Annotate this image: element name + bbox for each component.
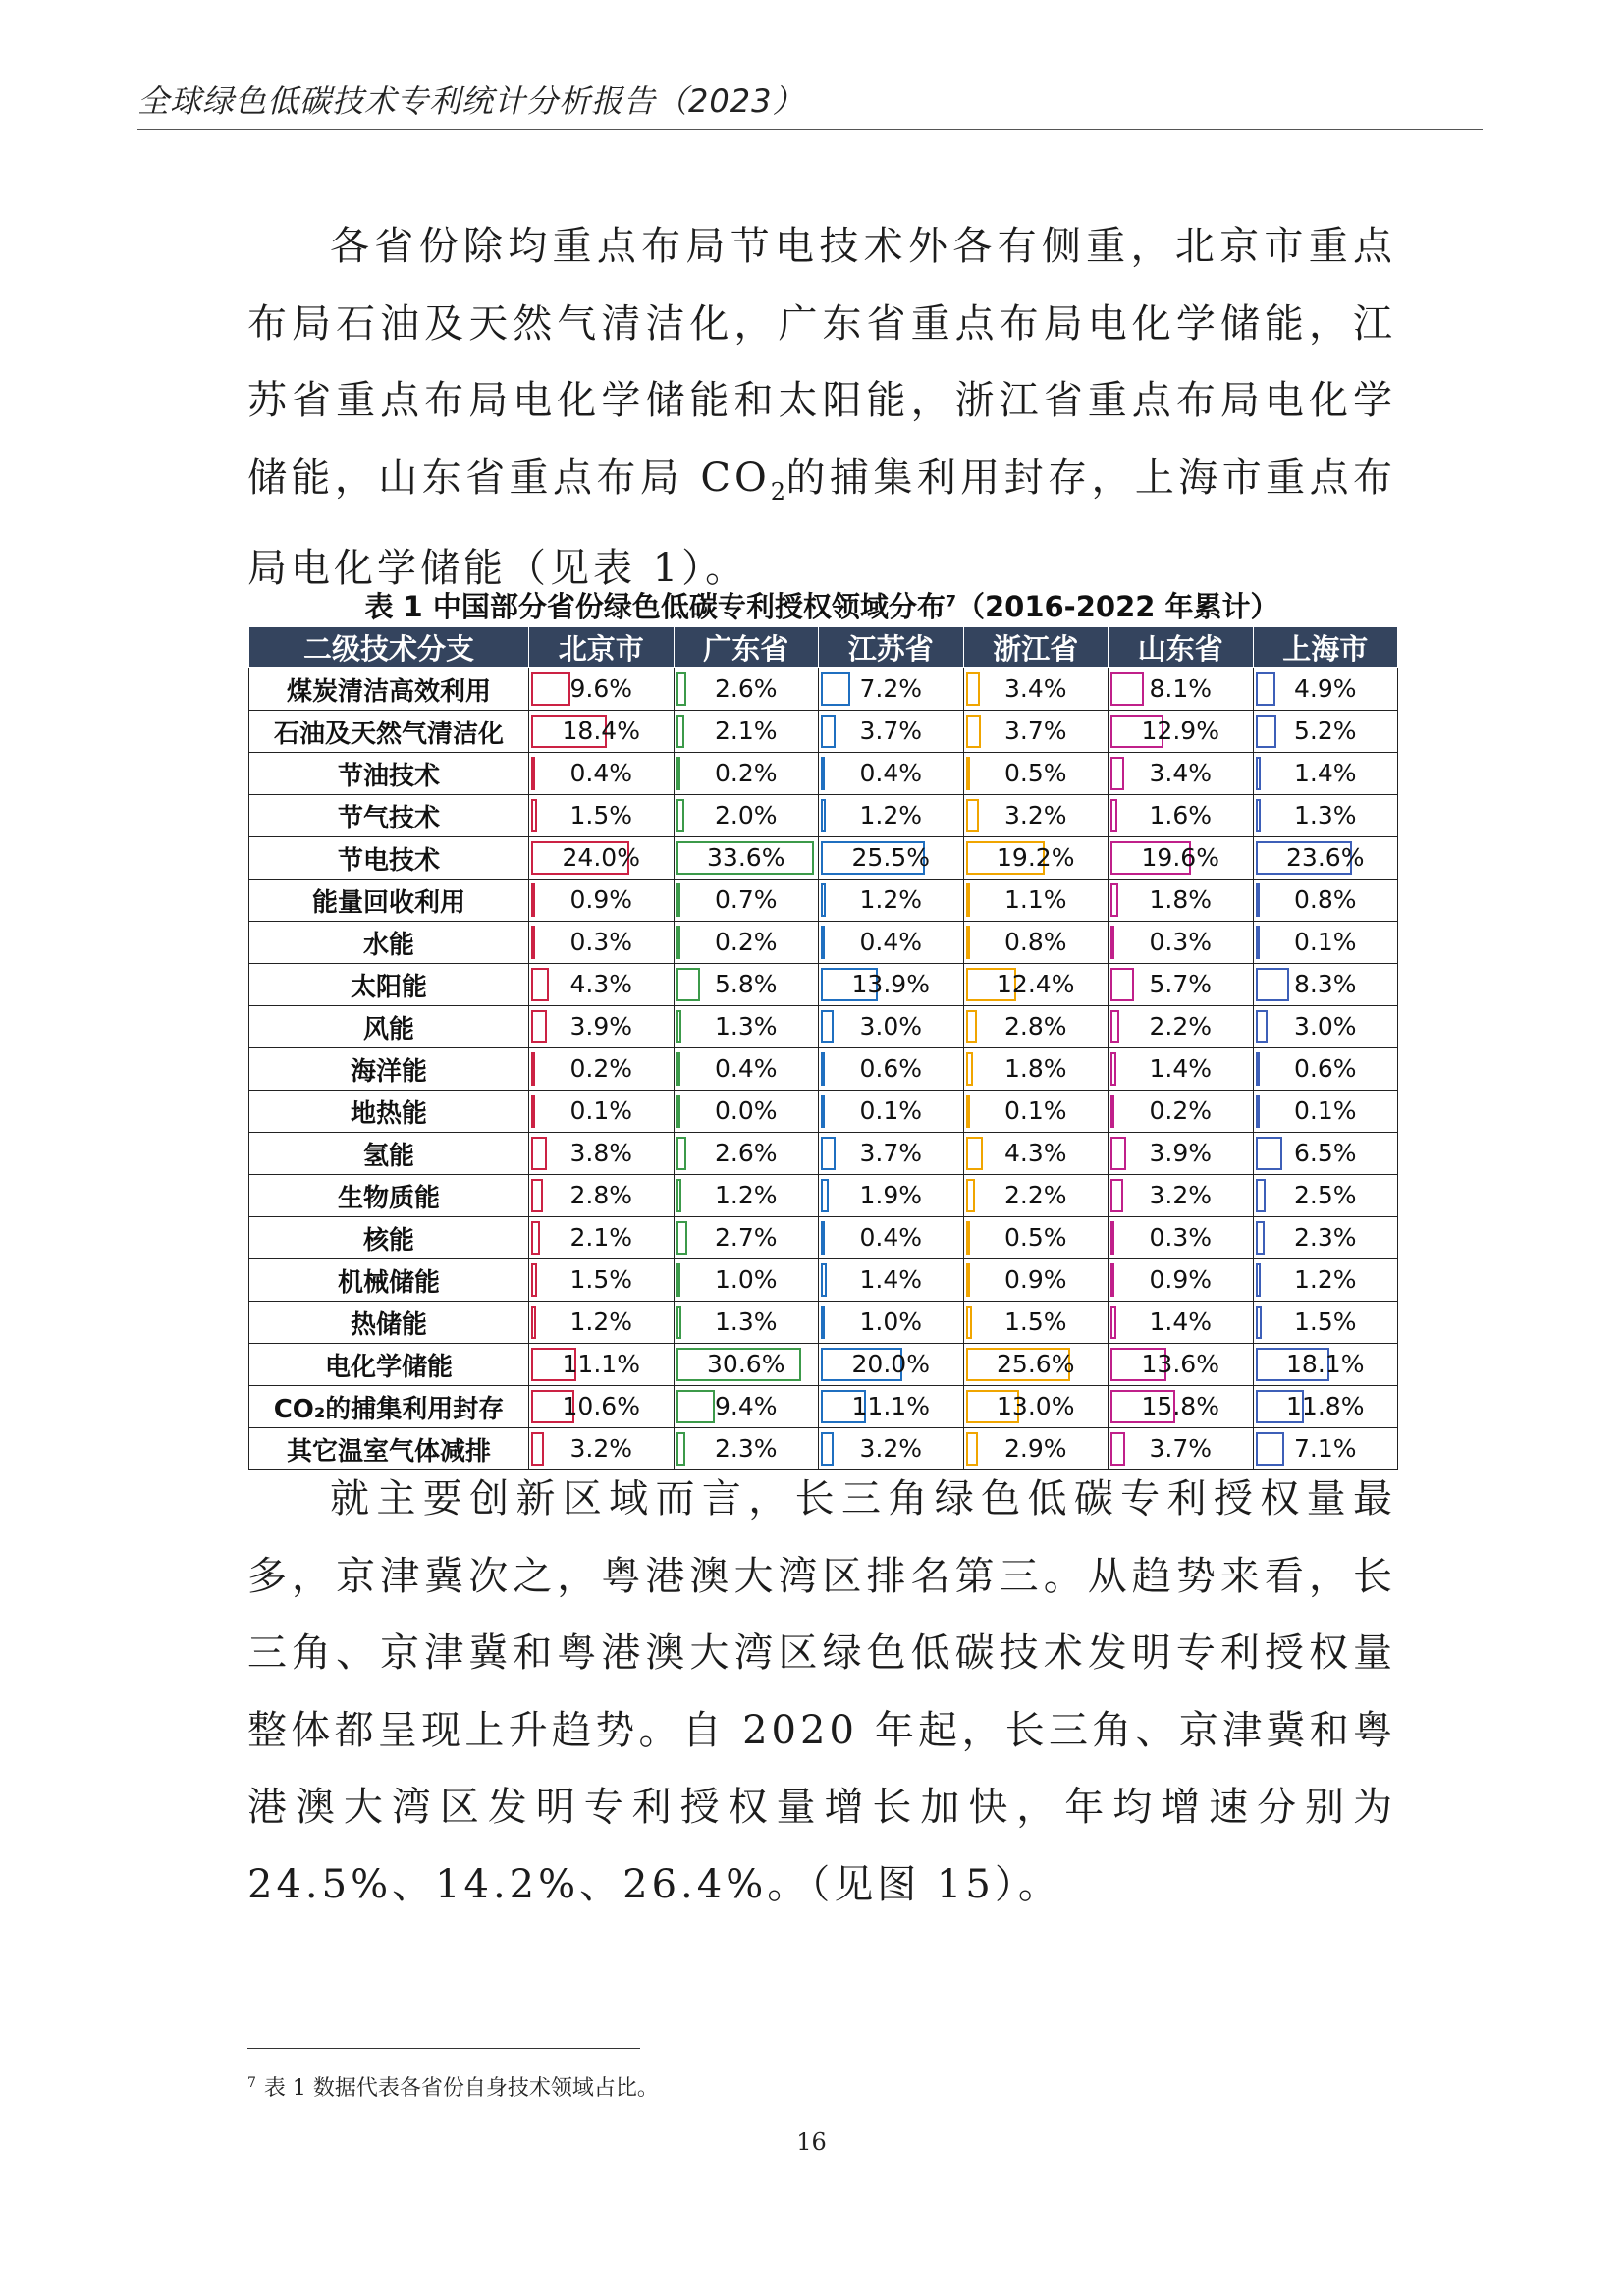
- table-cell: [819, 964, 964, 1006]
- cell-value: 12.4%: [997, 970, 1075, 998]
- cell-value: 13.9%: [851, 970, 930, 998]
- header-tech-branch: 二级技术分支: [249, 627, 529, 668]
- table-row: [249, 964, 1398, 1006]
- table-cell: [819, 711, 964, 753]
- table-cell: [529, 1175, 675, 1217]
- cell-value: 30.6%: [707, 1350, 785, 1378]
- cell-value: 3.2%: [1149, 1181, 1212, 1209]
- province-tech-table: [248, 626, 1398, 1470]
- cell-value: 0.7%: [714, 885, 778, 914]
- cell-value: 0.8%: [1003, 928, 1067, 956]
- cell-value: 2.5%: [1293, 1181, 1357, 1209]
- cell-value: 3.4%: [1149, 759, 1212, 787]
- cell-value: 19.2%: [997, 843, 1075, 872]
- cell-value: 2.8%: [569, 1181, 632, 1209]
- cell-value: 3.7%: [859, 717, 922, 745]
- table-cell: [963, 964, 1109, 1006]
- cell-value: 2.3%: [714, 1434, 778, 1463]
- cell-value: 2.2%: [1149, 1012, 1212, 1041]
- cell-value: 3.9%: [1149, 1139, 1212, 1167]
- cell-value: 25.5%: [851, 843, 930, 872]
- table-cell: [963, 668, 1109, 711]
- cell-value: 1.4%: [1149, 1308, 1212, 1336]
- cell-value: 1.5%: [1293, 1308, 1357, 1336]
- cell-value: 1.2%: [859, 885, 922, 914]
- table-cell: [819, 1006, 964, 1048]
- row-label: 核能: [249, 1217, 529, 1259]
- table-cell: [1109, 1048, 1254, 1091]
- cell-value: 15.8%: [1141, 1392, 1219, 1420]
- cell-value: 0.1%: [859, 1096, 922, 1125]
- cell-value: 3.9%: [569, 1012, 632, 1041]
- cell-value: 0.4%: [569, 759, 632, 787]
- table-cell: [963, 1344, 1109, 1386]
- table-cell: [674, 753, 819, 795]
- table-cell: [674, 1006, 819, 1048]
- table-cell: [529, 1091, 675, 1133]
- table-cell: [819, 922, 964, 964]
- header-rule: [137, 129, 1483, 130]
- cell-value: 8.3%: [1293, 970, 1357, 998]
- header-province: 山东省: [1109, 627, 1254, 668]
- cell-value: 0.6%: [859, 1054, 922, 1083]
- table-cell: [1109, 1302, 1254, 1344]
- cell-value: 1.3%: [714, 1308, 778, 1336]
- table-caption-text: 表 1 中国部分省份绿色低碳专利授权领域分布: [364, 590, 946, 623]
- paragraph-1-text: 各省份除均重点布局节电技术外各有侧重，北京市重点布局石油及天然气清洁化，广东省重点布局电化学储能，江苏省重点布局电化学储能和太阳能，浙江省重点布局电化学储能，山东省重点布局 CO: [247, 224, 1396, 501]
- table-cell: [1109, 1217, 1254, 1259]
- footnote-mark: 7: [247, 2074, 256, 2091]
- table-cell: [674, 1344, 819, 1386]
- table-cell: [674, 795, 819, 837]
- table-cell: [1253, 964, 1398, 1006]
- paragraph-2: 就主要创新区域而言，长三角绿色低碳专利授权量最多，京津冀次之，粤港澳大湾区排名第三。从趋势来看，长三角、京津冀和粤港澳大湾区绿色低碳技术发明专利授权量整体都呈现上升趋势。自 2020 年起，长三角、京津冀和粤港澳大湾区发明专利授权量增长加快，年均增速分别为 24.5%、14.2%、26.4%。（见图 15）。: [247, 1476, 1396, 1907]
- table-cell: [674, 964, 819, 1006]
- table-cell: [1253, 668, 1398, 711]
- table-row: [249, 1091, 1398, 1133]
- cell-value: 0.2%: [569, 1054, 632, 1083]
- cell-value: 11.1%: [562, 1350, 640, 1378]
- header-province: 广东省: [674, 627, 819, 668]
- table-cell: [529, 1133, 675, 1175]
- cell-value: 13.6%: [1141, 1350, 1219, 1378]
- cell-value: 1.4%: [1293, 759, 1357, 787]
- table-cell: [1109, 880, 1254, 922]
- table-caption-tail: （2016-2022 年累计）: [955, 590, 1279, 623]
- table-cell: [819, 1217, 964, 1259]
- page-number: 16: [796, 2128, 827, 2156]
- row-label: 海洋能: [249, 1048, 529, 1091]
- table-cell: [1253, 795, 1398, 837]
- table-cell: [1109, 964, 1254, 1006]
- cell-value: 2.6%: [714, 674, 778, 703]
- table-row: [249, 795, 1398, 837]
- cell-value: 0.4%: [714, 1054, 778, 1083]
- table-row: [249, 1006, 1398, 1048]
- table-cell: [1109, 1133, 1254, 1175]
- footnote-text: 表 1 数据代表各省份自身技术领域占比。: [263, 2076, 659, 2101]
- table-cell: [963, 1217, 1109, 1259]
- table-cell: [529, 1048, 675, 1091]
- table-cell: [1109, 753, 1254, 795]
- row-label: 电化学储能: [249, 1344, 529, 1386]
- row-label: 节电技术: [249, 837, 529, 880]
- table-cell: [529, 795, 675, 837]
- table-cell: [819, 753, 964, 795]
- table-caption-footnote-ref[interactable]: 7: [945, 591, 956, 611]
- cell-value: 0.2%: [1149, 1096, 1212, 1125]
- row-label: 地热能: [249, 1091, 529, 1133]
- cell-value: 2.6%: [714, 1139, 778, 1167]
- table-cell: [1109, 1259, 1254, 1302]
- table-cell: [674, 1091, 819, 1133]
- cell-value: 3.2%: [859, 1434, 922, 1463]
- table-cell: [1109, 837, 1254, 880]
- table-cell: [1109, 1091, 1254, 1133]
- table-row: [249, 1344, 1398, 1386]
- table-cell: [819, 1091, 964, 1133]
- table-cell: [1109, 795, 1254, 837]
- table-cell: [674, 837, 819, 880]
- table-row: [249, 711, 1398, 753]
- cell-value: 2.7%: [714, 1223, 778, 1252]
- cell-value: 5.8%: [714, 970, 778, 998]
- table-cell: [674, 922, 819, 964]
- cell-value: 5.2%: [1293, 717, 1357, 745]
- table-cell: [963, 880, 1109, 922]
- table-cell: [963, 795, 1109, 837]
- table-cell: [1253, 753, 1398, 795]
- cell-value: 9.4%: [714, 1392, 778, 1420]
- table-cell: [1253, 1302, 1398, 1344]
- cell-value: 18.1%: [1286, 1350, 1365, 1378]
- table-cell: [674, 1259, 819, 1302]
- table-row: [249, 1048, 1398, 1091]
- cell-value: 25.6%: [997, 1350, 1075, 1378]
- table-row: [249, 1175, 1398, 1217]
- row-label: 热储能: [249, 1302, 529, 1344]
- cell-value: 1.3%: [714, 1012, 778, 1041]
- table-cell: [1253, 1091, 1398, 1133]
- table-row: [249, 753, 1398, 795]
- cell-value: 2.8%: [1003, 1012, 1067, 1041]
- cell-value: 1.2%: [1293, 1265, 1357, 1294]
- table-cell: [819, 837, 964, 880]
- table-cell: [1109, 922, 1254, 964]
- cell-value: 0.3%: [569, 928, 632, 956]
- cell-value: 1.2%: [569, 1308, 632, 1336]
- cell-value: 1.8%: [1003, 1054, 1067, 1083]
- table-cell: [1109, 1386, 1254, 1428]
- table-cell: [1253, 1217, 1398, 1259]
- table-cell: [1253, 837, 1398, 880]
- table-cell: [963, 922, 1109, 964]
- table-cell: [674, 1175, 819, 1217]
- cell-value: 1.5%: [569, 801, 632, 829]
- cell-value: 4.9%: [1293, 674, 1357, 703]
- cell-value: 33.6%: [707, 843, 785, 872]
- cell-value: 3.2%: [1003, 801, 1067, 829]
- cell-value: 0.2%: [714, 759, 778, 787]
- table-cell: [1253, 1006, 1398, 1048]
- cell-value: 1.2%: [714, 1181, 778, 1209]
- table-cell: [963, 837, 1109, 880]
- table-cell: [674, 1217, 819, 1259]
- table-cell: [963, 753, 1109, 795]
- cell-value: 3.0%: [1293, 1012, 1357, 1041]
- row-label: 节气技术: [249, 795, 529, 837]
- table-cell: [963, 1133, 1109, 1175]
- table-cell: [819, 668, 964, 711]
- cell-value: 4.3%: [569, 970, 632, 998]
- cell-value: 1.3%: [1293, 801, 1357, 829]
- table-cell: [529, 1217, 675, 1259]
- cell-value: 0.1%: [1293, 928, 1357, 956]
- table-row: [249, 1133, 1398, 1175]
- cell-value: 3.0%: [859, 1012, 922, 1041]
- cell-value: 0.8%: [1293, 885, 1357, 914]
- row-label: 其它温室气体减排: [249, 1428, 529, 1470]
- cell-value: 1.6%: [1149, 801, 1212, 829]
- table-cell: [674, 1386, 819, 1428]
- running-header: 全球绿色低碳技术专利统计分析报告（2023）: [137, 82, 805, 120]
- cell-value: 2.1%: [714, 717, 778, 745]
- cell-value: 0.4%: [859, 759, 922, 787]
- table-row: [249, 1386, 1398, 1428]
- cell-value: 0.9%: [1149, 1265, 1212, 1294]
- table-cell: [819, 880, 964, 922]
- table-row: [249, 880, 1398, 922]
- row-label: 煤炭清洁高效利用: [249, 668, 529, 711]
- header-province: 北京市: [529, 627, 675, 668]
- cell-value: 0.9%: [569, 885, 632, 914]
- row-label: 机械储能: [249, 1259, 529, 1302]
- cell-value: 0.3%: [1149, 928, 1212, 956]
- table-cell: [1253, 1259, 1398, 1302]
- table-row: [249, 1259, 1398, 1302]
- cell-value: 2.0%: [714, 801, 778, 829]
- table-cell: [674, 1302, 819, 1344]
- footnote-rule: [247, 2048, 640, 2049]
- cell-value: 13.0%: [997, 1392, 1075, 1420]
- table-cell: [529, 1344, 675, 1386]
- cell-value: 1.2%: [859, 801, 922, 829]
- cell-value: 0.2%: [714, 928, 778, 956]
- table-cell: [674, 711, 819, 753]
- cell-value: 1.0%: [714, 1265, 778, 1294]
- table-cell: [1253, 1386, 1398, 1428]
- cell-value: 0.1%: [1003, 1096, 1067, 1125]
- cell-value: 0.9%: [1003, 1265, 1067, 1294]
- cell-value: 0.1%: [569, 1096, 632, 1125]
- table-row: [249, 1217, 1398, 1259]
- table-cell: [963, 1175, 1109, 1217]
- table-cell: [529, 711, 675, 753]
- table-cell: [819, 1386, 964, 1428]
- cell-value: 10.6%: [562, 1392, 640, 1420]
- cell-value: 3.7%: [1003, 717, 1067, 745]
- cell-value: 1.0%: [859, 1308, 922, 1336]
- cell-value: 2.2%: [1003, 1181, 1067, 1209]
- cell-value: 7.1%: [1293, 1434, 1357, 1463]
- paragraph-1-subscript: 2: [770, 477, 786, 506]
- cell-value: 0.3%: [1149, 1223, 1212, 1252]
- table-cell: [529, 964, 675, 1006]
- cell-value: 0.6%: [1293, 1054, 1357, 1083]
- cell-value: 0.5%: [1003, 759, 1067, 787]
- table-cell: [1253, 1344, 1398, 1386]
- table-cell: [819, 795, 964, 837]
- cell-value: 0.0%: [714, 1096, 778, 1125]
- cell-value: 20.0%: [851, 1350, 930, 1378]
- cell-value: 18.4%: [562, 717, 640, 745]
- row-label: 水能: [249, 922, 529, 964]
- table-cell: [529, 922, 675, 964]
- row-label: 能量回收利用: [249, 880, 529, 922]
- table-cell: [674, 668, 819, 711]
- cell-value: 0.5%: [1003, 1223, 1067, 1252]
- cell-value: 5.7%: [1149, 970, 1212, 998]
- table-cell: [963, 1386, 1109, 1428]
- table-cell: [819, 1259, 964, 1302]
- table-cell: [529, 1259, 675, 1302]
- paragraph-1-tail: 的捕集利用封存，上海市重点布局电化学储能（见表 1）。: [247, 454, 1396, 591]
- table-caption: [247, 585, 1396, 625]
- cell-value: 3.2%: [569, 1434, 632, 1463]
- footnote: [247, 2071, 659, 2102]
- header-province: 江苏省: [819, 627, 964, 668]
- row-label: 氢能: [249, 1133, 529, 1175]
- table-cell: [1253, 1175, 1398, 1217]
- cell-value: 24.0%: [562, 843, 640, 872]
- cell-value: 1.1%: [1003, 885, 1067, 914]
- table-cell: [1253, 922, 1398, 964]
- cell-value: 11.1%: [851, 1392, 930, 1420]
- cell-value: 3.7%: [1149, 1434, 1212, 1463]
- table-cell: [1253, 1048, 1398, 1091]
- table-cell: [1109, 668, 1254, 711]
- cell-value: 1.9%: [859, 1181, 922, 1209]
- cell-value: 1.8%: [1149, 885, 1212, 914]
- row-label: 生物质能: [249, 1175, 529, 1217]
- cell-value: 2.1%: [569, 1223, 632, 1252]
- table-cell: [674, 1133, 819, 1175]
- table-cell: [529, 1386, 675, 1428]
- cell-value: 19.6%: [1141, 843, 1219, 872]
- table-cell: [674, 880, 819, 922]
- table-cell: [819, 1133, 964, 1175]
- paragraph-1: [247, 208, 1396, 611]
- cell-value: 1.4%: [1149, 1054, 1212, 1083]
- cell-value: 0.1%: [1293, 1096, 1357, 1125]
- table-cell: [963, 1091, 1109, 1133]
- table-cell: [963, 1048, 1109, 1091]
- cell-value: 1.4%: [859, 1265, 922, 1294]
- table-cell: [1253, 880, 1398, 922]
- table-cell: [963, 711, 1109, 753]
- table-header-row: [249, 627, 1398, 668]
- cell-value: 0.4%: [859, 928, 922, 956]
- table-cell: [963, 1302, 1109, 1344]
- table-cell: [819, 1302, 964, 1344]
- table-cell: [529, 668, 675, 711]
- table-row: [249, 1302, 1398, 1344]
- table-row: [249, 668, 1398, 711]
- cell-value: 4.3%: [1003, 1139, 1067, 1167]
- row-label: 石油及天然气清洁化: [249, 711, 529, 753]
- row-label: 风能: [249, 1006, 529, 1048]
- cell-value: 23.6%: [1286, 843, 1365, 872]
- table-cell: [819, 1175, 964, 1217]
- table-cell: [1109, 1175, 1254, 1217]
- table-cell: [529, 753, 675, 795]
- header-province: 上海市: [1253, 627, 1398, 668]
- cell-value: 7.2%: [859, 674, 922, 703]
- cell-value: 1.5%: [1003, 1308, 1067, 1336]
- row-label: 太阳能: [249, 964, 529, 1006]
- table-cell: [1109, 711, 1254, 753]
- row-label: 节油技术: [249, 753, 529, 795]
- table-cell: [963, 1259, 1109, 1302]
- table-cell: [1109, 1344, 1254, 1386]
- table-cell: [1109, 1006, 1254, 1048]
- cell-value: 2.3%: [1293, 1223, 1357, 1252]
- table-row: [249, 922, 1398, 964]
- cell-value: 12.9%: [1141, 717, 1219, 745]
- table-cell: [1253, 711, 1398, 753]
- cell-value: 6.5%: [1293, 1139, 1357, 1167]
- table-cell: [529, 880, 675, 922]
- cell-value: 2.9%: [1003, 1434, 1067, 1463]
- table-cell: [529, 837, 675, 880]
- cell-value: 0.4%: [859, 1223, 922, 1252]
- table-cell: [819, 1048, 964, 1091]
- row-label: CO₂的捕集利用封存: [249, 1386, 529, 1428]
- cell-value: 8.1%: [1149, 674, 1212, 703]
- table-cell: [819, 1344, 964, 1386]
- table-cell: [529, 1006, 675, 1048]
- table-cell: [674, 1048, 819, 1091]
- cell-value: 11.8%: [1286, 1392, 1365, 1420]
- table-cell: [963, 1006, 1109, 1048]
- cell-value: 3.7%: [859, 1139, 922, 1167]
- cell-value: 9.6%: [569, 674, 632, 703]
- table-cell: [529, 1302, 675, 1344]
- table-cell: [1253, 1133, 1398, 1175]
- table-row: [249, 837, 1398, 880]
- cell-value: 1.5%: [569, 1265, 632, 1294]
- cell-value: 3.8%: [569, 1139, 632, 1167]
- header-province: 浙江省: [963, 627, 1109, 668]
- cell-value: 3.4%: [1003, 674, 1067, 703]
